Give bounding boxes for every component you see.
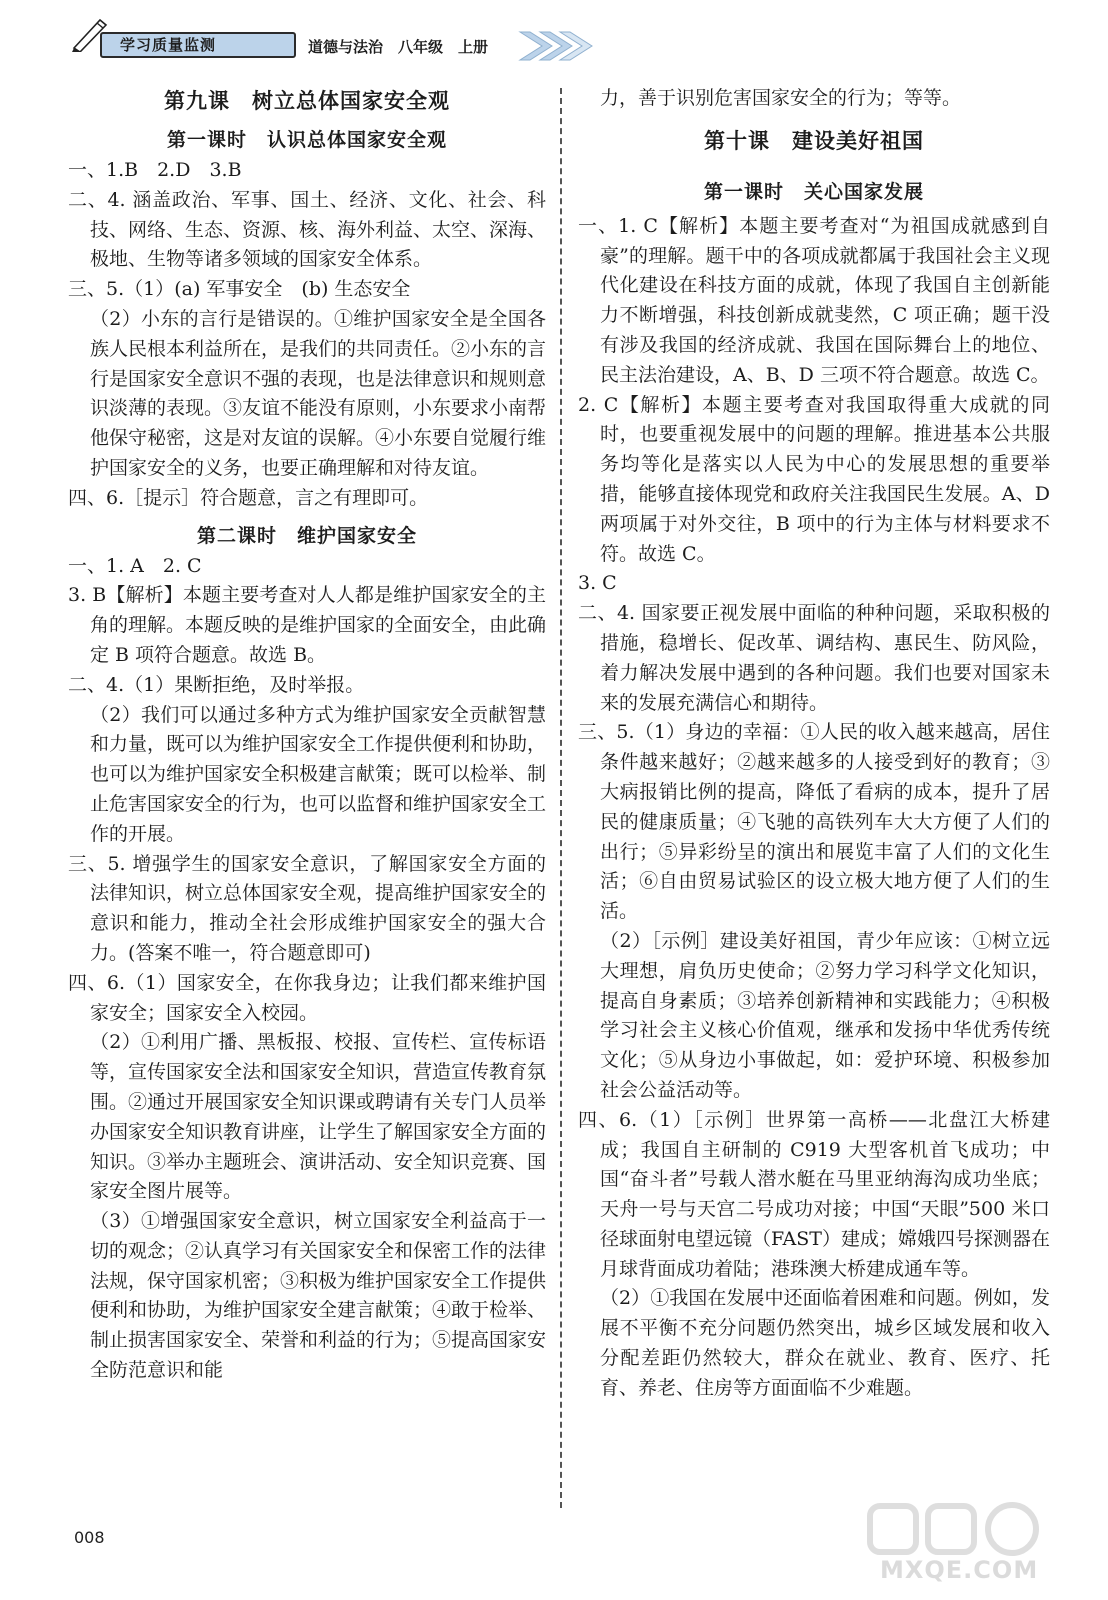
answer-paragraph: 二、4.（1）果断拒绝，及时举报。 — [68, 673, 365, 696]
answer-paragraph: 四、6.（1）国家安全，在你我身边；让我们都来维护国家安全；国家安全入校园。 — [68, 971, 546, 1024]
answer-paragraph: （2）小东的言行是错误的。①维护国家安全是全国各族人民根本利益所在，是我们的共同责任。②小东的言行是国家安全意识不强的表现，也是法律意识和规则意识淡薄的表现。③友谊不能没有原则，小东要求小南帮他保守秘密，这是对友谊的误解。④小东要自觉履行维护国家安全的义务，也要正确理解和对待友谊。 — [90, 307, 547, 479]
section-title: 第二课时 维护国家安全 — [196, 524, 417, 547]
answer-paragraph: 一、1. C【解析】本题主要考查对“为祖国成就感到自豪”的理解。题干中的各项成就都属于我国社会主义现代化建设在科技方面的成就，体现了我国自主创新能力不断增强，科技创新成就斐然，C 项正确；题干没有涉及我国的经济成就、我国在国际舞台上的地位、民主法治建设，A、B、D 三项不符合题意。故选 C。 — [578, 214, 1050, 386]
answer-paragraph: 二、4. 国家要正视发展中面临的种种问题，采取积极的措施，稳增长、促改革、调结构、惠民生、防风险，着力解决发展中遇到的各种问题。我们也要对国家未来的发展充满信心和期待。 — [578, 602, 1050, 714]
answer-paragraph: 三、5. 增强学生的国家安全意识，了解国家安全方面的法律知识，树立总体国家安全观，提高维护国家安全的意识和能力，推动全社会形成维护国家安全的强大合力。(答案不唯一，符合题意即可) — [68, 852, 547, 964]
answer-paragraph: （2）我们可以通过多种方式为维护国家安全贡献智慧和力量，既可以为维护国家安全工作提供便利和协助，也可以为维护国家安全积极建言献策；既可以检举、制止危害国家安全的行为，也可以监督和维护国家安全工作的开展。 — [90, 703, 547, 845]
subject-label: 道德与法治 八年级 上册 — [308, 38, 489, 56]
section-title: 第一课时 关心国家发展 — [703, 180, 924, 203]
answer-paragraph: 四、6.［提示］符合题意，言之有理即可。 — [68, 486, 429, 509]
series-badge-label: 学习质量监测 — [120, 36, 217, 54]
watermark — [840, 1500, 1070, 1592]
right-column — [578, 84, 1050, 1404]
answer-paragraph: （2）①我国在发展中还面临着困难和问题。例如，发展不平衡不充分问题仍然突出，城乡区域发展和收入分配差距仍然较大，群众在就业、教育、医疗、托育、养老、住房等方面面临不少难题。 — [600, 1287, 1050, 1399]
lesson-title: 第十课 建设美好祖国 — [704, 128, 924, 153]
watermark-text: MXQE.COM — [880, 1556, 1039, 1584]
answer-paragraph: 三、5.（1）身边的幸福：①人民的收入越来越高，居住条件越来越好；②越来越多的人接受到好的教育；③大病报销比例的提高，降低了看病的成本，提升了居民的健康质量；④飞驰的高铁列车大大方便了人们的出行；⑤异彩纷呈的演出和展览丰富了人们的文化生活；⑥自由贸易试验区的设立极大地方便了人们的生活。 — [578, 721, 1050, 923]
page-number: 008 — [74, 1528, 105, 1547]
answer-paragraph: 2. C【解析】本题主要考查对我国取得重大成就的同时，也要重视发展中的问题的理解。推进基本公共服务均等化是落实以人民为中心的发展思想的重要举措，能够直接体现党和政府关注我国民生发展。A、D 两项属于对外交往，B 项中的行为主体与材料要求不符。故选 C。 — [578, 393, 1050, 565]
series-badge — [100, 32, 296, 58]
answer-paragraph: 三、5.（1）(a) 军事安全 (b) 生态安全 — [68, 278, 411, 301]
answer-paragraph: （2）［示例］建设美好祖国，青少年应该：①树立远大理想，肩负历史使命；②努力学习科学文化知识，提高自身素质；③培养创新精神和实践能力；④积极学习社会主义核心价值观，继承和发扬中华优秀传统文化；⑤从身边小事做起，如：爱护环境、积极参加社会公益活动等。 — [600, 929, 1050, 1101]
section-title: 第一课时 认识总体国家安全观 — [166, 129, 447, 151]
answer-paragraph: 3. C — [578, 572, 617, 595]
answer-paragraph: 二、4. 涵盖政治、军事、国土、经济、文化、社会、科技、网络、生态、资源、核、海外利益、太空、深海、极地、生物等诸多领域的国家安全体系。 — [68, 188, 547, 271]
lesson-title: 第九课 树立总体国家安全观 — [164, 89, 450, 113]
left-column — [68, 84, 546, 1386]
answer-paragraph: 一、1. A 2. C — [68, 554, 202, 577]
answer-paragraph: （3）①增强国家安全意识，树立国家安全利益高于一切的观念；②认真学习有关国家安全和保密工作的法律法规，保守国家机密；③积极为维护国家安全工作提供便利和协助，为维护国家安全建言献策；④敢于检举、制止损害国家安全、荣誉和利益的行为；⑤提高国家安全防范意识和能 — [90, 1210, 547, 1382]
answer-paragraph: （2）①利用广播、黑板报、校报、宣传栏、宣传标语等，宣传国家安全法和国家安全知识，营造宣传教育氛围。②通过开展国家安全知识课或聘请有关专门人员举办国家安全知识教育讲座，让学生了解国家安全方面的知识。③举办主题班会、演讲活动、安全知识竞赛、国家安全图片展等。 — [90, 1031, 547, 1203]
answer-paragraph: 四、6.（1）［示例］世界第一高桥——北盘江大桥建成；我国自主研制的 C919 大型客机首飞成功；中国“奋斗者”号载人潜水艇在马里亚纳海沟成功坐底；天舟一号与天宫二号成功对接；中国“天眼”500 米口径球面射电望远镜（FAST）建成；嫦娥四号探测器在月球背面成功着陆；港珠澳大桥建成通车等。 — [578, 1108, 1050, 1280]
chevron-right-icon — [516, 26, 606, 66]
watermark-logo-icon — [840, 1500, 1070, 1560]
answer-paragraph: 力，善于识别危害国家安全的行为；等等。 — [600, 87, 962, 109]
answer-paragraph: 一、1.B 2.D 3.B — [68, 159, 242, 181]
column-divider — [560, 88, 562, 1508]
page-header — [70, 14, 530, 58]
answer-paragraph: 3. B【解析】本题主要考查对人人都是维护国家安全的主角的理解。本题反映的是维护国家的全面安全，由此确定 B 项符合题意。故选 B。 — [68, 584, 547, 666]
